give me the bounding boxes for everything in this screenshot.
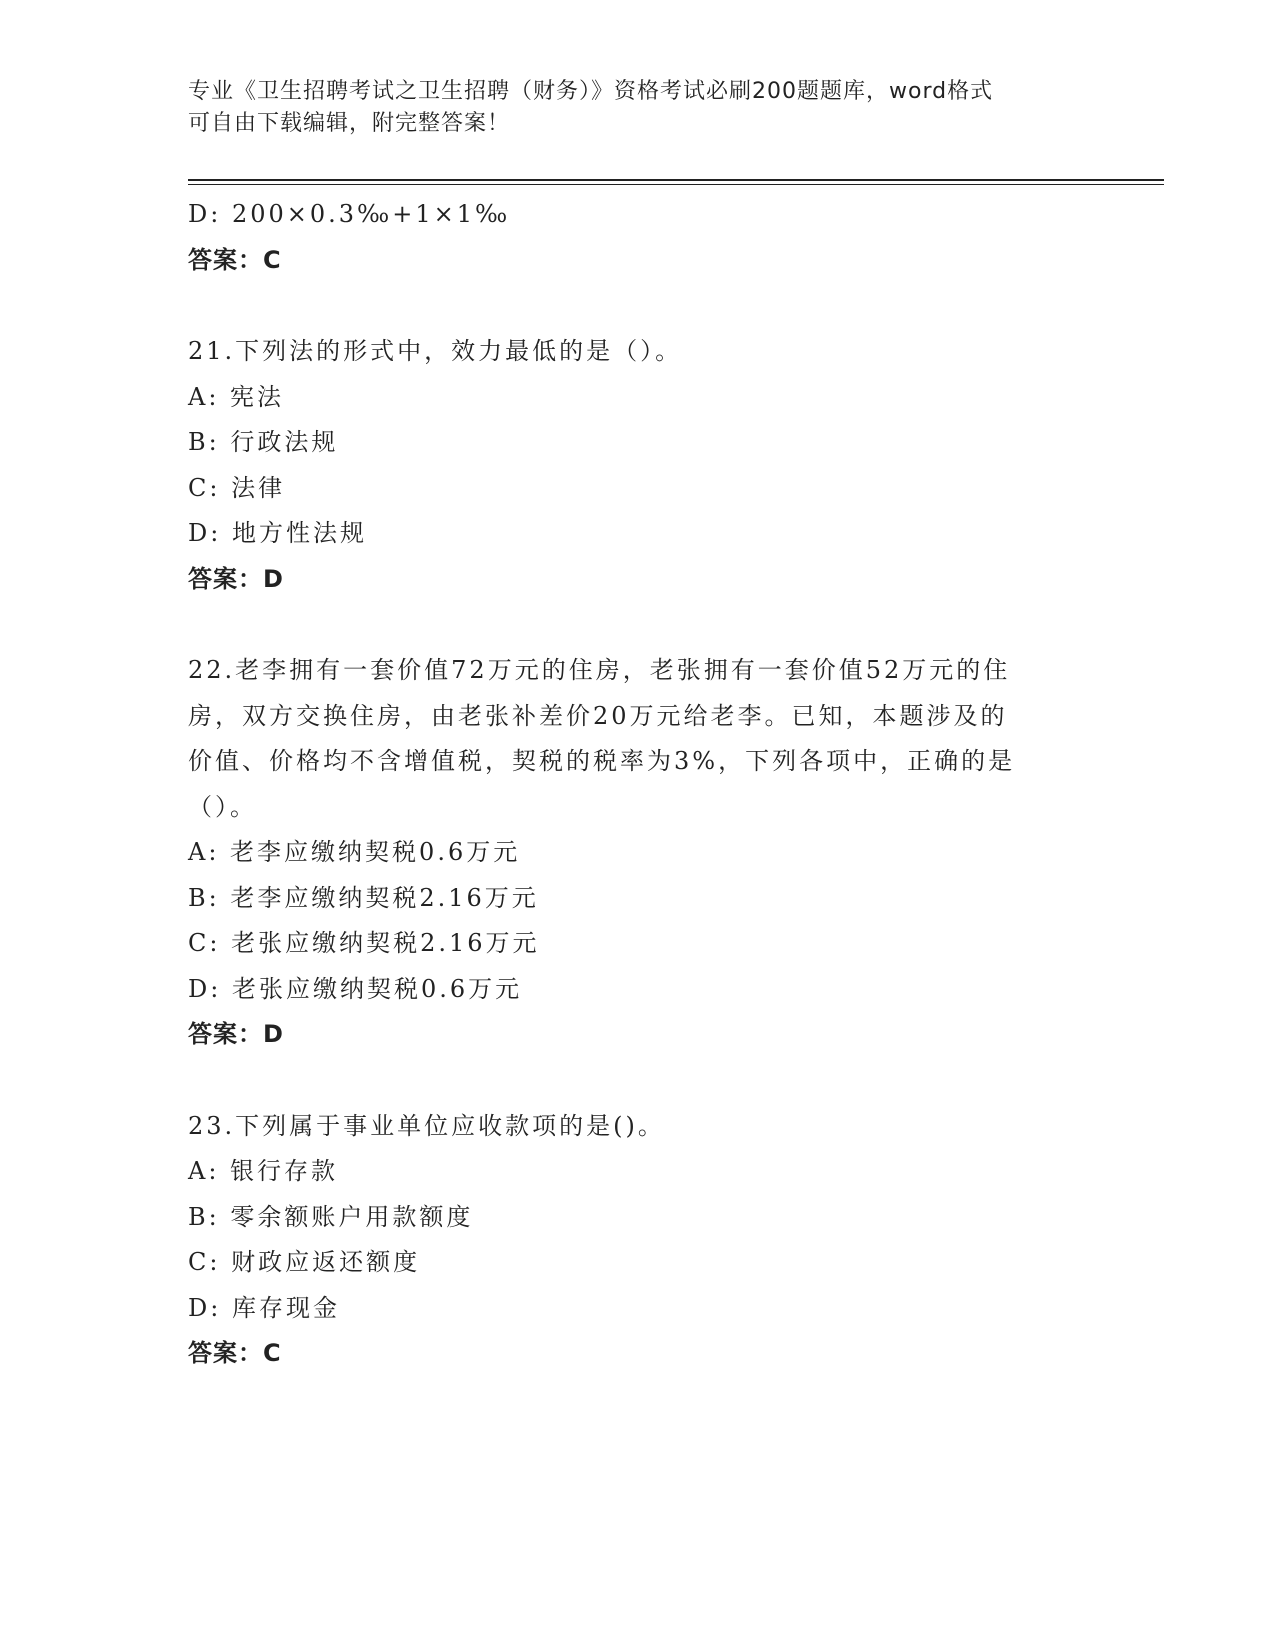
- option-a: A: 老李应缴纳契税0.6万元: [188, 838, 521, 866]
- question-list: [188, 192, 1088, 1377]
- option-a: A: 银行存款: [188, 1157, 339, 1185]
- header-line-1: 专业《卫生招聘考试之卫生招聘（财务）》资格考试必刷200题题库，word格式: [188, 79, 994, 104]
- option-c: C: 财政应返还额度: [188, 1248, 421, 1276]
- option-c: C: 老张应缴纳契税2.16万元: [188, 929, 540, 957]
- question-stem-line-2: 房，双方交换住房，由老张补差价20万元给老李。已知，本题涉及的: [188, 701, 1008, 730]
- option-d: D: 200×0.3‰+1×1‰: [188, 200, 511, 228]
- answer-label: 答案：D: [188, 1020, 284, 1048]
- question-stem-line-1: 22.老李拥有一套价值72万元的住房，老张拥有一套价值52万元的住: [188, 656, 1011, 684]
- question-block-21: [188, 329, 1088, 602]
- option-b: B: 老李应缴纳契税2.16万元: [188, 883, 539, 912]
- question-stem-line-3: 价值、价格均不含增值税，契税的税率为3%，下列各项中，正确的是: [188, 747, 1016, 775]
- option-a: A: 宪法: [188, 382, 285, 411]
- answer-label: 答案：C: [188, 1339, 282, 1367]
- answer-label: 答案：D: [188, 564, 284, 593]
- question-block-22: [188, 648, 1088, 1058]
- option-d: D: 地方性法规: [188, 519, 367, 547]
- question-block-prev: [188, 192, 1088, 283]
- document-header: [188, 76, 1088, 140]
- question-stem: 21.下列法的形式中，效力最低的是（）。: [188, 337, 683, 365]
- option-c: C: 法律: [188, 473, 286, 502]
- option-b: B: 行政法规: [188, 428, 339, 456]
- question-block-23: [188, 1104, 1088, 1377]
- option-d: D: 老张应缴纳契税0.6万元: [188, 974, 523, 1003]
- answer-label: 答案：C: [188, 245, 282, 274]
- option-b: B: 零余额账户用款额度: [188, 1202, 474, 1231]
- header-divider-thick: [188, 179, 1164, 181]
- header-divider-thin: [188, 184, 1164, 185]
- option-d: D: 库存现金: [188, 1293, 340, 1322]
- header-line-2: 可自由下载编辑，附完整答案！: [188, 111, 511, 136]
- question-stem: 23.下列属于事业单位应收款项的是()。: [188, 1111, 665, 1140]
- question-stem-line-4: （）。: [188, 792, 257, 821]
